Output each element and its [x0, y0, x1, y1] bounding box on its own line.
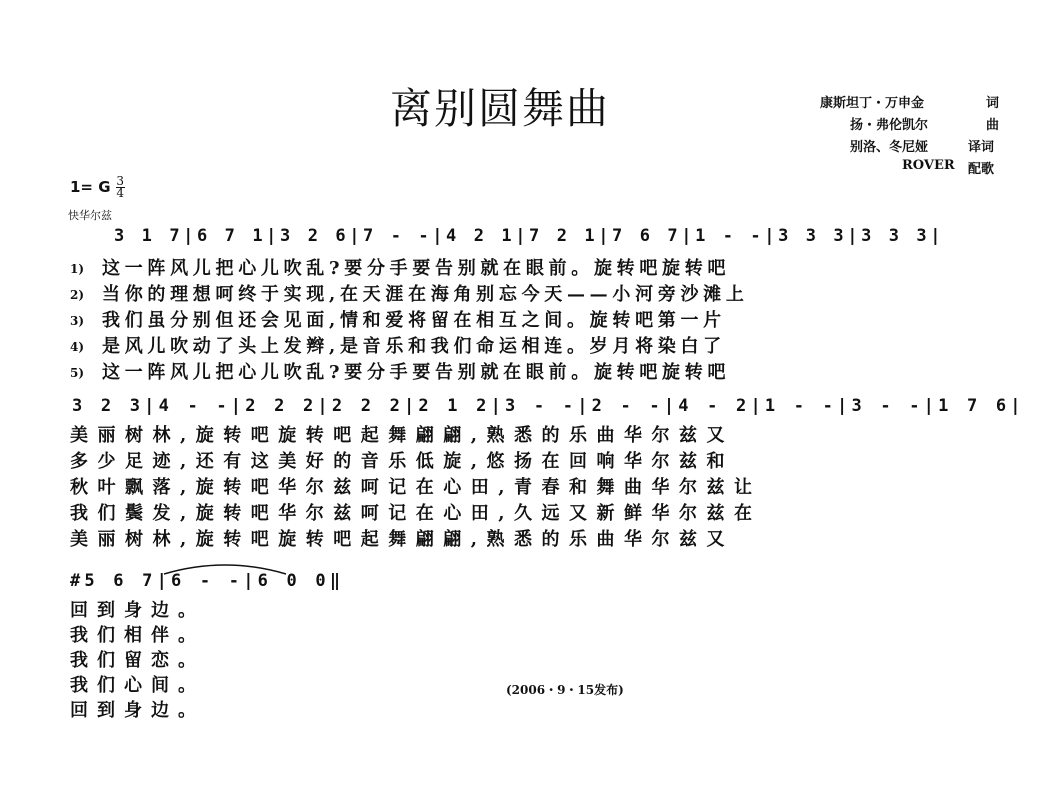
lyric-line: 我们心间。 — [70, 675, 205, 696]
lyric-line: 多少足迹,还有这美好的音乐低旋,悠扬在回响华尔兹和 — [70, 451, 735, 472]
notation-line-2: 3 2 3|4 - -|2 2 2|2 2 2|2 1 2|3 - -|2 - -|4 - 2|1 - -|3 - -|1 7 6| — [72, 396, 1025, 416]
credit-composer: 扬・弗伦凯尔 曲 — [850, 118, 1000, 133]
lyric-line: 秋叶飘落,旋转吧华尔兹呵记在心田,青春和舞曲华尔兹让 — [70, 477, 762, 498]
verse-label: 5) — [70, 366, 85, 380]
lyric-line: 美丽树林,旋转吧旋转吧起舞翩翩,熟悉的乐曲华尔兹又 — [70, 425, 735, 446]
key-signature: 1= G $\frac{3}{4}$ — [70, 174, 124, 200]
credit-lyricist: 康斯坦丁・万申金 词 — [820, 96, 1000, 111]
lyric-line: 当你的理想呵终于实现,在天涯在海角别忘今天——小河旁沙滩上 — [102, 284, 749, 305]
lyric-line: 我们留恋。 — [70, 650, 205, 671]
lyric-line: 我们鬓发,旋转吧华尔兹呵记在心田,久远又新鲜华尔兹在 — [70, 503, 762, 524]
notation-line-3: #5 6 7|6 - -|6 0 0‖ — [70, 571, 345, 591]
lyric-line: 这一阵风儿把心儿吹乱?要分手要告别就在眼前。旋转吧旋转吧 — [102, 258, 731, 279]
tempo-marking: 快华尔兹 — [68, 209, 112, 222]
lyric-line: 我们相伴。 — [70, 625, 205, 646]
credits-block — [812, 92, 1012, 180]
lyric-line: 回到身边。 — [70, 600, 205, 621]
release-date: (2006・9・15发布) — [506, 683, 624, 697]
time-signature: $\frac{3}{4}$ — [116, 174, 124, 200]
page-title: 离别圆舞曲 — [390, 84, 611, 133]
verse-label: 1) — [70, 262, 85, 276]
lyric-line: 是风儿吹动了头上发辫,是音乐和我们命运相连。岁月将染白了 — [102, 336, 726, 357]
lyrics-system-1 — [102, 256, 749, 386]
verse-label: 3) — [70, 314, 85, 328]
lyrics-system-2 — [70, 423, 762, 553]
credit-arranger: ROVER 配歌 — [902, 158, 995, 177]
credit-translator: 别洛、冬尼娅 译词 — [850, 140, 995, 155]
verse-label: 2) — [70, 288, 85, 302]
notation-line-1: 3 1 7|6 7 1|3 2 6|7 - -|4 2 1|7 2 1|7 6 7|1 - -|3 3 3|3 3 3| — [114, 226, 945, 246]
lyric-line: 我们虽分别但还会见面,情和爱将留在相互之间。旋转吧第一片 — [102, 310, 726, 331]
lyric-line: 回到身边。 — [70, 700, 205, 721]
lyric-line: 这一阵风儿把心儿吹乱?要分手要告别就在眼前。旋转吧旋转吧 — [102, 362, 731, 383]
lyrics-system-3 — [70, 598, 205, 723]
verse-label: 4) — [70, 340, 85, 354]
lyric-line: 美丽树林,旋转吧旋转吧起舞翩翩,熟悉的乐曲华尔兹又 — [70, 529, 735, 550]
